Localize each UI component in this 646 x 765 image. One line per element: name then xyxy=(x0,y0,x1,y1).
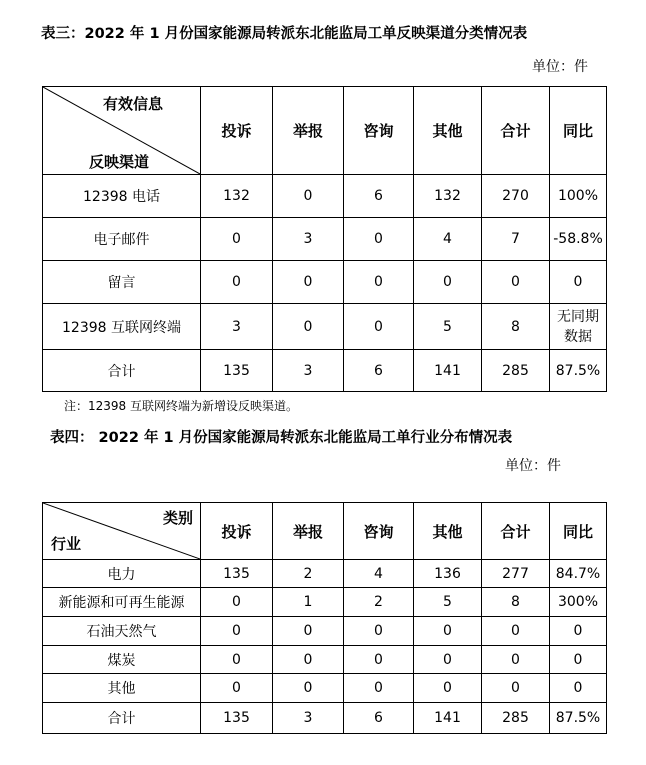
cell: 132 xyxy=(414,175,482,218)
cell: 4 xyxy=(414,218,482,261)
table3 xyxy=(42,86,607,392)
cell: 84.7% xyxy=(550,560,607,588)
cell: 0 xyxy=(201,646,273,674)
cell xyxy=(550,304,607,350)
cell: 0 xyxy=(344,617,414,646)
cell: 0 xyxy=(273,617,344,646)
table4-corner-bottom: 行业 xyxy=(51,535,82,553)
table3-header-inquiry: 咨询 xyxy=(344,87,414,175)
cell: 0 xyxy=(550,261,607,304)
cell: 132 xyxy=(201,175,273,218)
cell: 6 xyxy=(344,350,414,392)
row-label: 合计 xyxy=(43,350,201,392)
cell: 141 xyxy=(414,703,482,734)
table-row xyxy=(43,218,607,261)
table4-corner-top: 类别 xyxy=(163,509,194,527)
cell: 0 xyxy=(414,261,482,304)
cell: 0 xyxy=(273,175,344,218)
table-row xyxy=(43,617,607,646)
table4-header-row xyxy=(43,503,607,560)
cell: 8 xyxy=(482,588,550,617)
table-row xyxy=(43,703,607,734)
row-label: 石油天然气 xyxy=(43,617,201,646)
cell: 0 xyxy=(414,617,482,646)
table4 xyxy=(42,502,607,734)
table4-header-complaint: 投诉 xyxy=(201,503,273,560)
row-label: 其他 xyxy=(43,674,201,703)
cell: 7 xyxy=(482,218,550,261)
cell: 0 xyxy=(344,261,414,304)
cell: 2 xyxy=(344,588,414,617)
table3-header-yoy: 同比 xyxy=(550,87,607,175)
table-row xyxy=(43,674,607,703)
cell: 135 xyxy=(201,350,273,392)
table4-header-report: 举报 xyxy=(273,503,344,560)
cell: 3 xyxy=(273,703,344,734)
cell: 8 xyxy=(482,304,550,350)
row-label: 电子邮件 xyxy=(43,218,201,261)
row-label: 煤炭 xyxy=(43,646,201,674)
cell-text: 无同期数据 xyxy=(557,308,599,345)
cell: 2 xyxy=(273,560,344,588)
cell: 3 xyxy=(273,350,344,392)
cell: 0 xyxy=(550,617,607,646)
cell: 135 xyxy=(201,703,273,734)
cell: -58.8% xyxy=(550,218,607,261)
row-label: 12398 电话 xyxy=(43,175,201,218)
cell: 6 xyxy=(344,703,414,734)
cell: 0 xyxy=(273,646,344,674)
cell: 0 xyxy=(550,646,607,674)
cell: 0 xyxy=(201,261,273,304)
cell: 0 xyxy=(273,674,344,703)
cell: 4 xyxy=(344,560,414,588)
table3-corner-bottom: 反映渠道 xyxy=(89,153,150,171)
table3-note: 注：12398 互联网终端为新增设反映渠道。 xyxy=(64,399,298,413)
cell: 3 xyxy=(201,304,273,350)
table3-title: 表三：2022 年 1 月份国家能源局转派东北能监局工单反映渠道分类情况表 xyxy=(41,26,528,42)
cell: 0 xyxy=(344,218,414,261)
cell: 6 xyxy=(344,175,414,218)
cell: 270 xyxy=(482,175,550,218)
cell: 0 xyxy=(201,588,273,617)
cell: 87.5% xyxy=(550,703,607,734)
cell: 285 xyxy=(482,350,550,392)
table3-header-complaint: 投诉 xyxy=(201,87,273,175)
cell: 3 xyxy=(273,218,344,261)
cell: 0 xyxy=(344,646,414,674)
table-row xyxy=(43,350,607,392)
cell: 5 xyxy=(414,588,482,617)
cell: 0 xyxy=(414,674,482,703)
row-label: 12398 互联网终端 xyxy=(43,304,201,350)
table3-header-total: 合计 xyxy=(482,87,550,175)
cell: 0 xyxy=(273,304,344,350)
cell: 0 xyxy=(344,304,414,350)
table-row xyxy=(43,261,607,304)
table4-unit: 单位：件 xyxy=(505,458,561,474)
cell: 0 xyxy=(201,674,273,703)
cell: 0 xyxy=(482,674,550,703)
row-label: 留言 xyxy=(43,261,201,304)
cell: 1 xyxy=(273,588,344,617)
cell: 0 xyxy=(550,674,607,703)
table3-header-report: 举报 xyxy=(273,87,344,175)
cell: 300% xyxy=(550,588,607,617)
cell: 5 xyxy=(414,304,482,350)
table4-header-other: 其他 xyxy=(414,503,482,560)
table4-header-yoy: 同比 xyxy=(550,503,607,560)
cell: 135 xyxy=(201,560,273,588)
cell: 87.5% xyxy=(550,350,607,392)
cell: 100% xyxy=(550,175,607,218)
table3-header-other: 其他 xyxy=(414,87,482,175)
cell: 0 xyxy=(201,218,273,261)
table-row xyxy=(43,560,607,588)
table3-header-row xyxy=(43,87,607,175)
table3-corner-cell xyxy=(43,87,201,175)
cell: 285 xyxy=(482,703,550,734)
table4-header-inquiry: 咨询 xyxy=(344,503,414,560)
cell: 277 xyxy=(482,560,550,588)
cell: 0 xyxy=(482,646,550,674)
cell: 0 xyxy=(482,261,550,304)
table-row xyxy=(43,646,607,674)
table-row xyxy=(43,175,607,218)
cell: 0 xyxy=(273,261,344,304)
table3-unit: 单位：件 xyxy=(532,59,588,75)
table4-title: 表四： 2022 年 1 月份国家能源局转派东北能监局工单行业分布情况表 xyxy=(50,430,513,446)
row-label: 电力 xyxy=(43,560,201,588)
table3-corner-top: 有效信息 xyxy=(103,95,164,113)
cell: 0 xyxy=(482,617,550,646)
cell: 0 xyxy=(344,674,414,703)
cell: 136 xyxy=(414,560,482,588)
row-label: 新能源和可再生能源 xyxy=(43,588,201,617)
cell: 0 xyxy=(201,617,273,646)
table-row xyxy=(43,304,607,350)
row-label: 合计 xyxy=(43,703,201,734)
table-row xyxy=(43,588,607,617)
cell: 0 xyxy=(414,646,482,674)
table4-corner-cell xyxy=(43,503,201,560)
table4-header-total: 合计 xyxy=(482,503,550,560)
cell: 141 xyxy=(414,350,482,392)
